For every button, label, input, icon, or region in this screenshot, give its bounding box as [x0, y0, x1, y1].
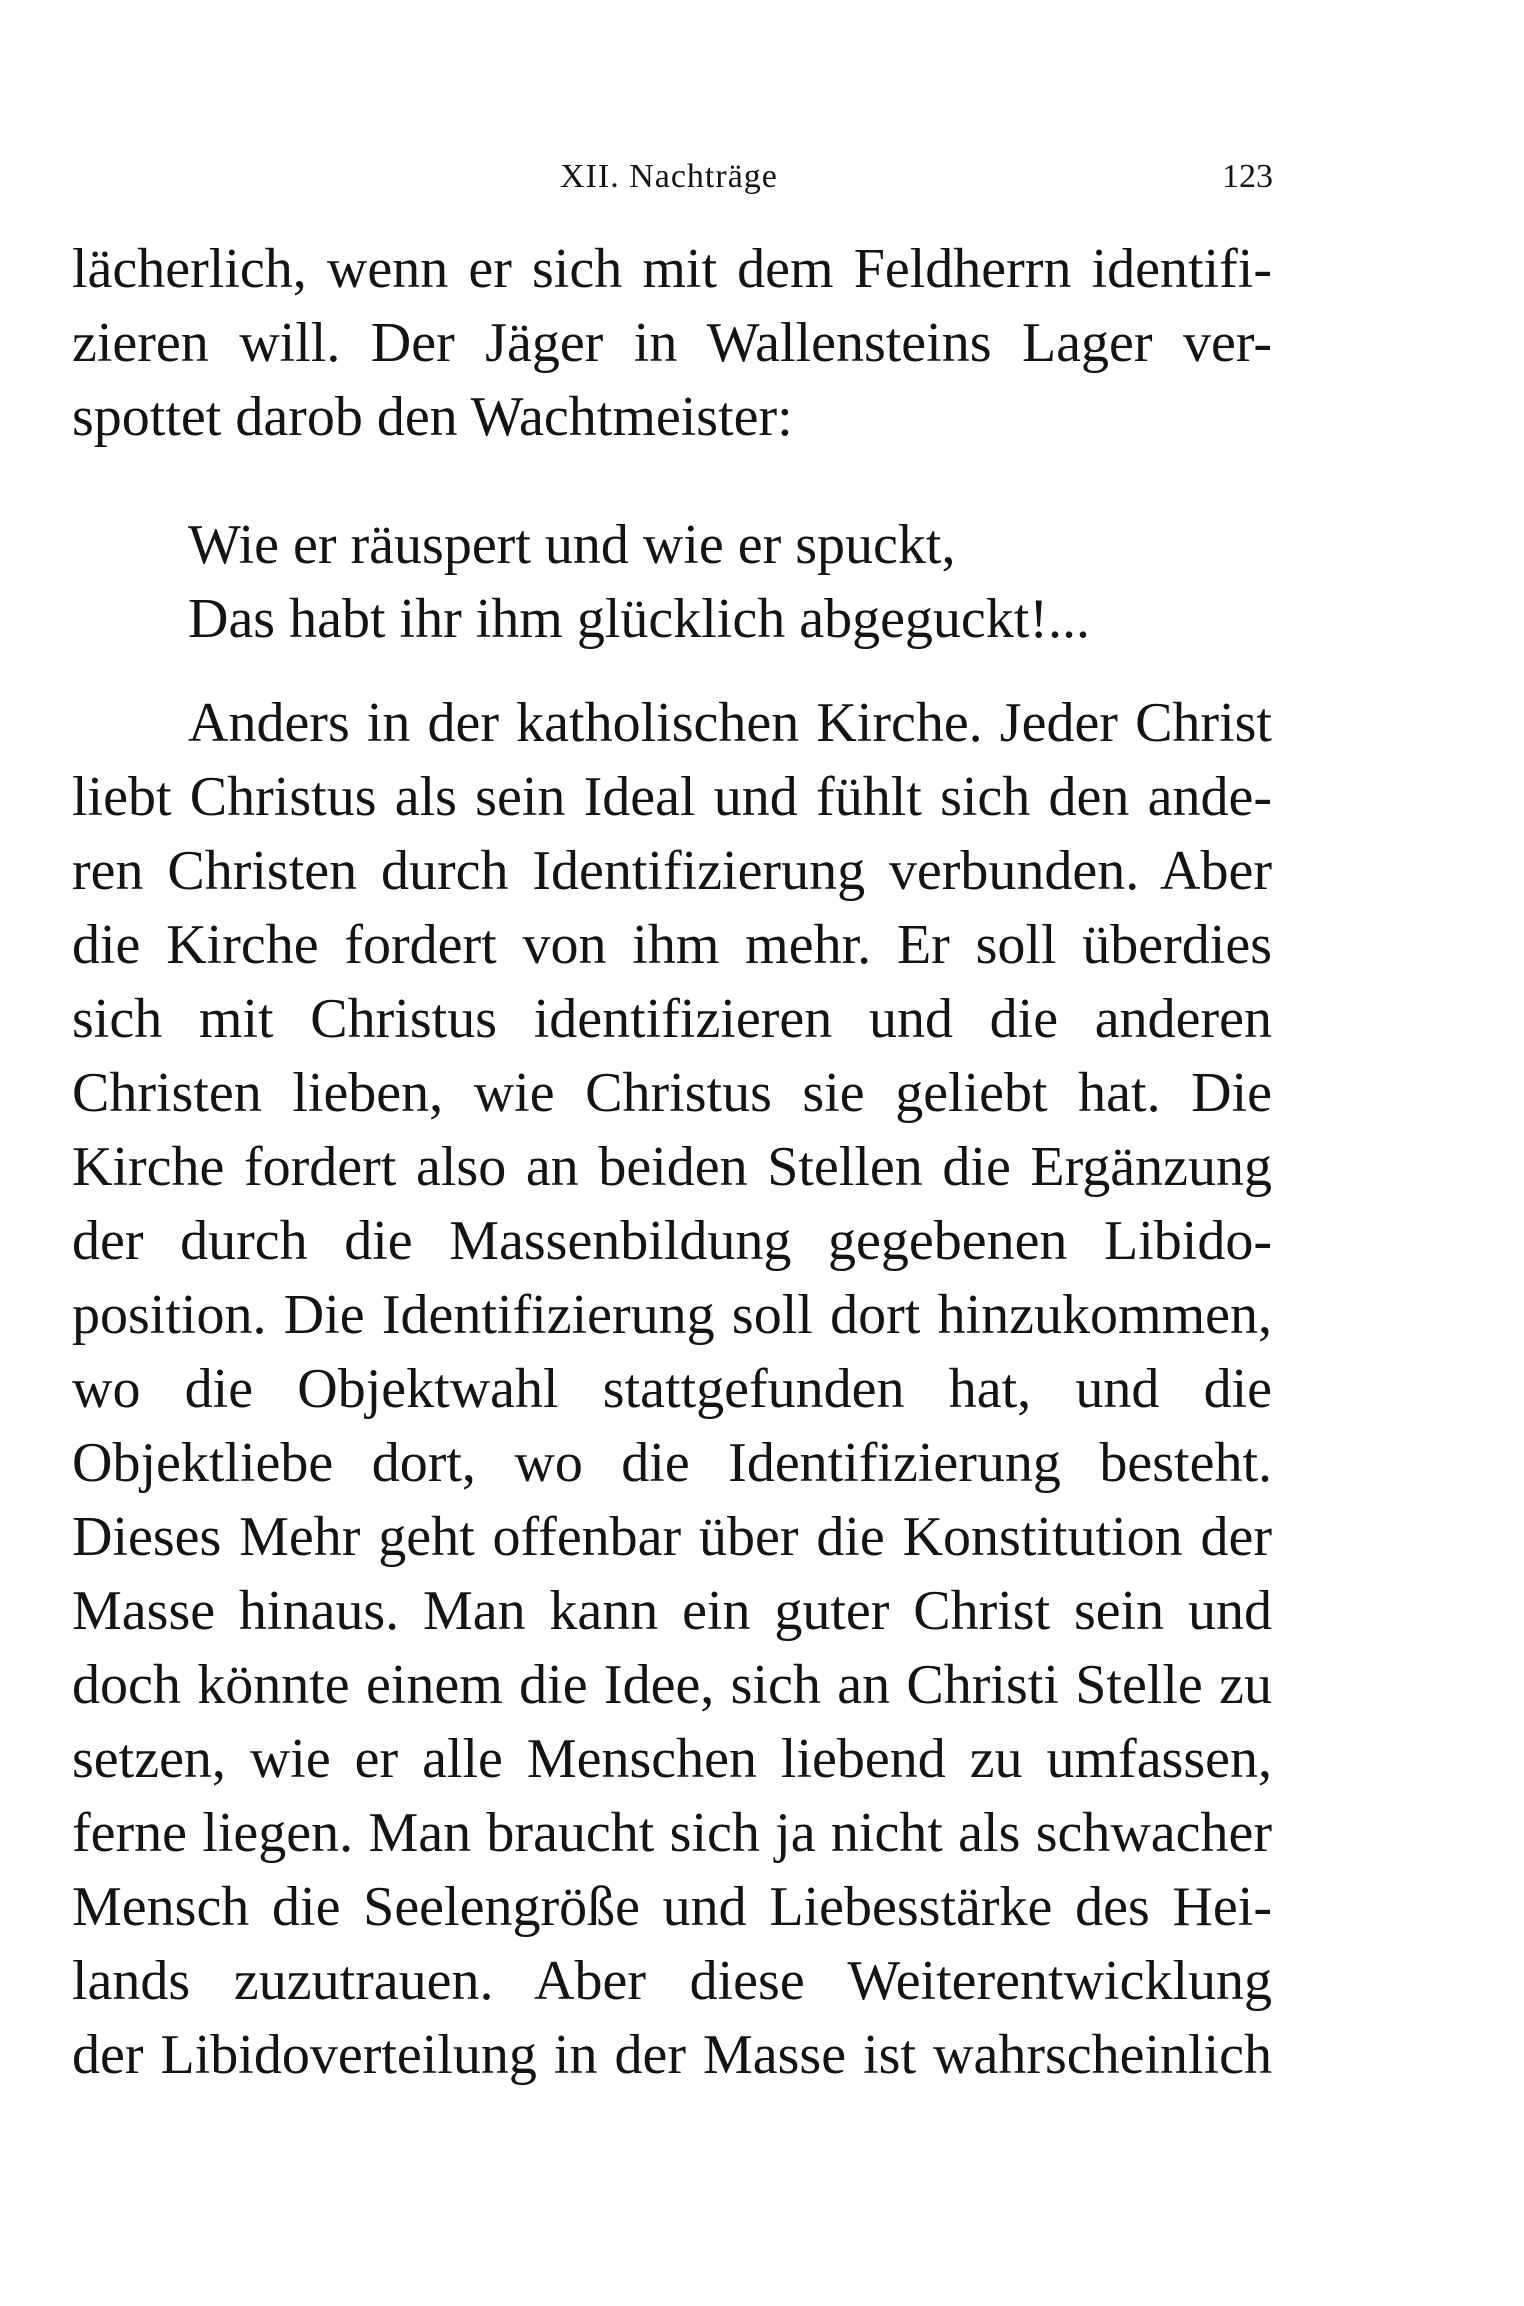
text-line: ferne liegen. Man braucht sich ja nicht als schwacher: [72, 1802, 1272, 1864]
running-head: XII. Nachträge: [560, 158, 778, 195]
text-line: liebt Christus als sein Ideal und fühlt sich den ande-: [72, 766, 1272, 828]
text-line: Kirche fordert also an beiden Stellen die Ergänzung: [72, 1136, 1272, 1198]
text-line: Masse hinaus. Man kann ein guter Christ sein und: [72, 1580, 1272, 1642]
verse-quote: [188, 508, 1288, 656]
verse-line: Das habt ihr ihm glücklich abgeguckt!...: [188, 588, 1090, 650]
text-line: ren Christen durch Identifizierung verbunden. Aber: [72, 840, 1272, 902]
text-line: setzen, wie er alle Menschen liebend zu umfassen,: [72, 1728, 1272, 1790]
text-line: doch könnte einem die Idee, sich an Christi Stelle zu: [72, 1654, 1272, 1716]
verse-line: Wie er räuspert und wie er spuckt,: [188, 514, 956, 576]
text-line: Christen lieben, wie Christus sie geliebt hat. Die: [72, 1062, 1272, 1124]
text-line: wo die Objektwahl stattgefunden hat, und die: [72, 1358, 1272, 1420]
text-line: lächerlich, wenn er sich mit dem Feldherrn identifi-: [72, 238, 1272, 300]
text-line: position. Die Identifizierung soll dort hinzukommen,: [72, 1284, 1272, 1346]
text-line: lands zuzutrauen. Aber diese Weiterentwicklung: [72, 1950, 1272, 2012]
main-paragraph: [72, 686, 1272, 2092]
text-line: spottet darob den Wachtmeister:: [72, 386, 793, 448]
text-line: zieren will. Der Jäger in Wallensteins Lager ver-: [72, 312, 1272, 374]
text-line: sich mit Christus identifizieren und die anderen: [72, 988, 1272, 1050]
opening-text: [72, 232, 1272, 454]
page-number: 123: [1222, 158, 1273, 195]
text-line: Objektliebe dort, wo die Identifizierung besteht.: [72, 1432, 1272, 1494]
text-line: Anders in der katholischen Kirche. Jeder Christ: [188, 692, 1272, 754]
text-line: der Libidoverteilung in der Masse ist wahrscheinlich: [72, 2024, 1272, 2086]
text-line: der durch die Massenbildung gegebenen Libido-: [72, 1210, 1272, 1272]
text-line: Dieses Mehr geht offenbar über die Konstitution der: [72, 1506, 1272, 1568]
text-line: die Kirche fordert von ihm mehr. Er soll überdies: [72, 914, 1272, 976]
text-line: Mensch die Seelengröße und Liebesstärke des Hei-: [72, 1876, 1272, 1938]
